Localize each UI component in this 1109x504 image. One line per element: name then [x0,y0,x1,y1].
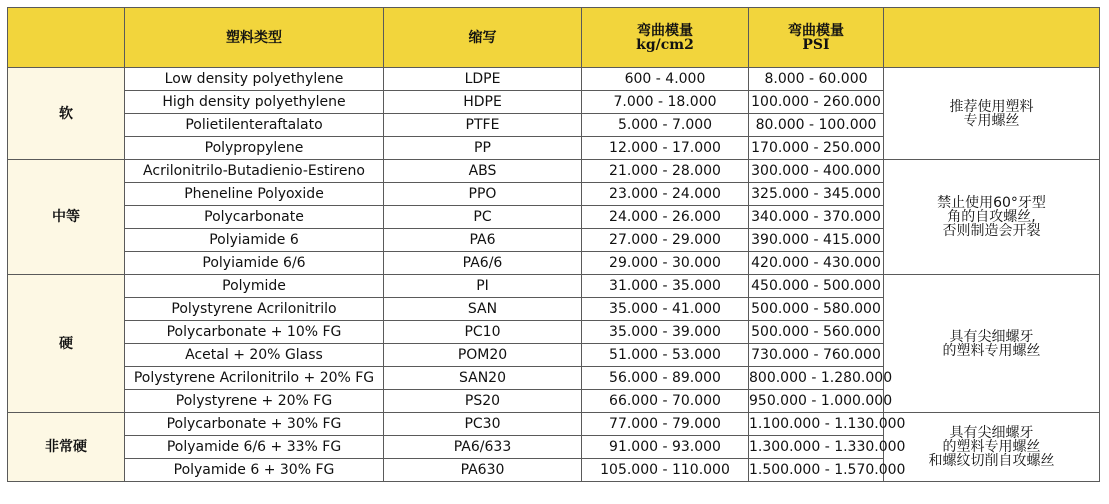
modulus-psi-cell: 1.500.000 - 1.570.000 [749,459,884,482]
plastic-name-cell: Polymide [125,275,384,298]
note-line: 具有尖细螺牙 [949,328,1034,345]
header-modulus-kgcm2-unit: kg/cm2 [636,36,694,53]
modulus-kgcm2-cell: 105.000 - 110.000 [582,459,749,482]
abbreviation-cell: PTFE [384,114,582,137]
modulus-psi-cell: 325.000 - 345.000 [749,183,884,206]
modulus-psi-cell: 420.000 - 430.000 [749,252,884,275]
plastics-modulus-table [7,7,1100,482]
header-category-blank [8,8,125,68]
modulus-kgcm2-cell: 27.000 - 29.000 [582,229,749,252]
modulus-psi-cell: 8.000 - 60.000 [749,68,884,91]
modulus-psi-cell: 170.000 - 250.000 [749,137,884,160]
abbreviation-cell: LDPE [384,68,582,91]
category-cell: 软 [8,68,125,160]
modulus-kgcm2-cell: 12.000 - 17.000 [582,137,749,160]
plastic-name-cell: Polypropylene [125,137,384,160]
modulus-psi-cell: 340.000 - 370.000 [749,206,884,229]
header-modulus-psi [749,8,884,68]
plastic-name-cell: Polyiamide 6 [125,229,384,252]
modulus-kgcm2-cell: 66.000 - 70.000 [582,390,749,413]
modulus-kgcm2-cell: 56.000 - 89.000 [582,367,749,390]
plastic-name-cell: Polycarbonate [125,206,384,229]
plastic-name-cell: Low density polyethylene [125,68,384,91]
abbreviation-cell: PA6/6 [384,252,582,275]
note-line: 否则制造会开裂 [942,223,1041,239]
note-line: 推荐使用塑料 [949,98,1034,115]
modulus-psi-cell: 730.000 - 760.000 [749,344,884,367]
plastic-name-cell: Polycarbonate + 10% FG [125,321,384,344]
abbreviation-cell: SAN [384,298,582,321]
modulus-psi-cell: 450.000 - 500.000 [749,275,884,298]
modulus-psi-cell: 500.000 - 560.000 [749,321,884,344]
table-body [8,68,1100,482]
modulus-psi-cell: 390.000 - 415.000 [749,229,884,252]
modulus-psi-cell: 950.000 - 1.000.000 [749,390,884,413]
header-modulus-psi-title: 弯曲模量 [788,22,844,39]
modulus-psi-cell: 80.000 - 100.000 [749,114,884,137]
modulus-kgcm2-cell: 21.000 - 28.000 [582,160,749,183]
modulus-psi-cell: 1.100.000 - 1.130.000 [749,413,884,436]
screw-recommendation-note [884,275,1100,413]
table-row [8,160,1100,183]
modulus-psi-cell: 1.300.000 - 1.330.000 [749,436,884,459]
table-row [8,413,1100,436]
modulus-kgcm2-cell: 77.000 - 79.000 [582,413,749,436]
modulus-kgcm2-cell: 600 - 4.000 [582,68,749,91]
table-row [8,68,1100,91]
note-line: 和螺纹切削自攻螺丝 [928,453,1055,469]
plastic-name-cell: Polycarbonate + 30% FG [125,413,384,436]
category-cell: 硬 [8,275,125,413]
abbreviation-cell: PA6 [384,229,582,252]
modulus-kgcm2-cell: 35.000 - 39.000 [582,321,749,344]
abbreviation-cell: PI [384,275,582,298]
header-plastic-type: 塑料类型 [125,8,384,68]
modulus-kgcm2-cell: 29.000 - 30.000 [582,252,749,275]
note-line: 的塑料专用螺丝 [942,342,1041,359]
category-cell: 中等 [8,160,125,275]
header-modulus-kgcm2-title: 弯曲模量 [637,22,693,39]
header-note [884,8,1100,68]
plastic-name-cell: Polyamide 6 + 30% FG [125,459,384,482]
plastic-name-cell: Polystyrene + 20% FG [125,390,384,413]
plastic-name-cell: Acrilonitrilo-Butadienio-Estireno [125,160,384,183]
modulus-psi-cell: 100.000 - 260.000 [749,91,884,114]
abbreviation-cell: PC30 [384,413,582,436]
plastic-name-cell: Acetal + 20% Glass [125,344,384,367]
modulus-kgcm2-cell: 35.000 - 41.000 [582,298,749,321]
abbreviation-cell: SAN20 [384,367,582,390]
abbreviation-cell: PA6/633 [384,436,582,459]
note-line: 的塑料专用螺丝 [942,439,1041,455]
plastic-name-cell: Polystyrene Acrilonitrilo + 20% FG [125,367,384,390]
plastic-name-cell: High density polyethylene [125,91,384,114]
note-line: 角的自攻螺丝, [947,209,1036,225]
modulus-kgcm2-cell: 31.000 - 35.000 [582,275,749,298]
plastic-name-cell: Polystyrene Acrilonitrilo [125,298,384,321]
modulus-kgcm2-cell: 5.000 - 7.000 [582,114,749,137]
modulus-psi-cell: 500.000 - 580.000 [749,298,884,321]
abbreviation-cell: PC10 [384,321,582,344]
abbreviation-cell: PA630 [384,459,582,482]
abbreviation-cell: PC [384,206,582,229]
table-row [8,275,1100,298]
header-modulus-psi-unit: PSI [802,36,830,53]
modulus-kgcm2-cell: 23.000 - 24.000 [582,183,749,206]
plastic-name-cell: Pheneline Polyoxide [125,183,384,206]
modulus-kgcm2-cell: 91.000 - 93.000 [582,436,749,459]
abbreviation-cell: POM20 [384,344,582,367]
plastic-name-cell: Polyamide 6/6 + 33% FG [125,436,384,459]
abbreviation-cell: PPO [384,183,582,206]
modulus-kgcm2-cell: 7.000 - 18.000 [582,91,749,114]
note-line: 专用螺丝 [963,112,1020,129]
modulus-psi-cell: 300.000 - 400.000 [749,160,884,183]
header-abbreviation: 缩写 [384,8,582,68]
modulus-kgcm2-cell: 51.000 - 53.000 [582,344,749,367]
modulus-kgcm2-cell: 24.000 - 26.000 [582,206,749,229]
screw-recommendation-note [884,413,1100,482]
modulus-psi-cell: 800.000 - 1.280.000 [749,367,884,390]
header-modulus-kgcm2 [582,8,749,68]
abbreviation-cell: HDPE [384,91,582,114]
abbreviation-cell: PS20 [384,390,582,413]
abbreviation-cell: PP [384,137,582,160]
header-row [8,8,1100,68]
note-line: 具有尖细螺牙 [949,425,1034,441]
abbreviation-cell: ABS [384,160,582,183]
note-line: 禁止使用60°牙型 [937,195,1046,211]
plastic-name-cell: Polyiamide 6/6 [125,252,384,275]
category-cell: 非常硬 [8,413,125,482]
screw-recommendation-note [884,68,1100,160]
screw-recommendation-note [884,160,1100,275]
plastic-name-cell: Polietilenteraftalato [125,114,384,137]
